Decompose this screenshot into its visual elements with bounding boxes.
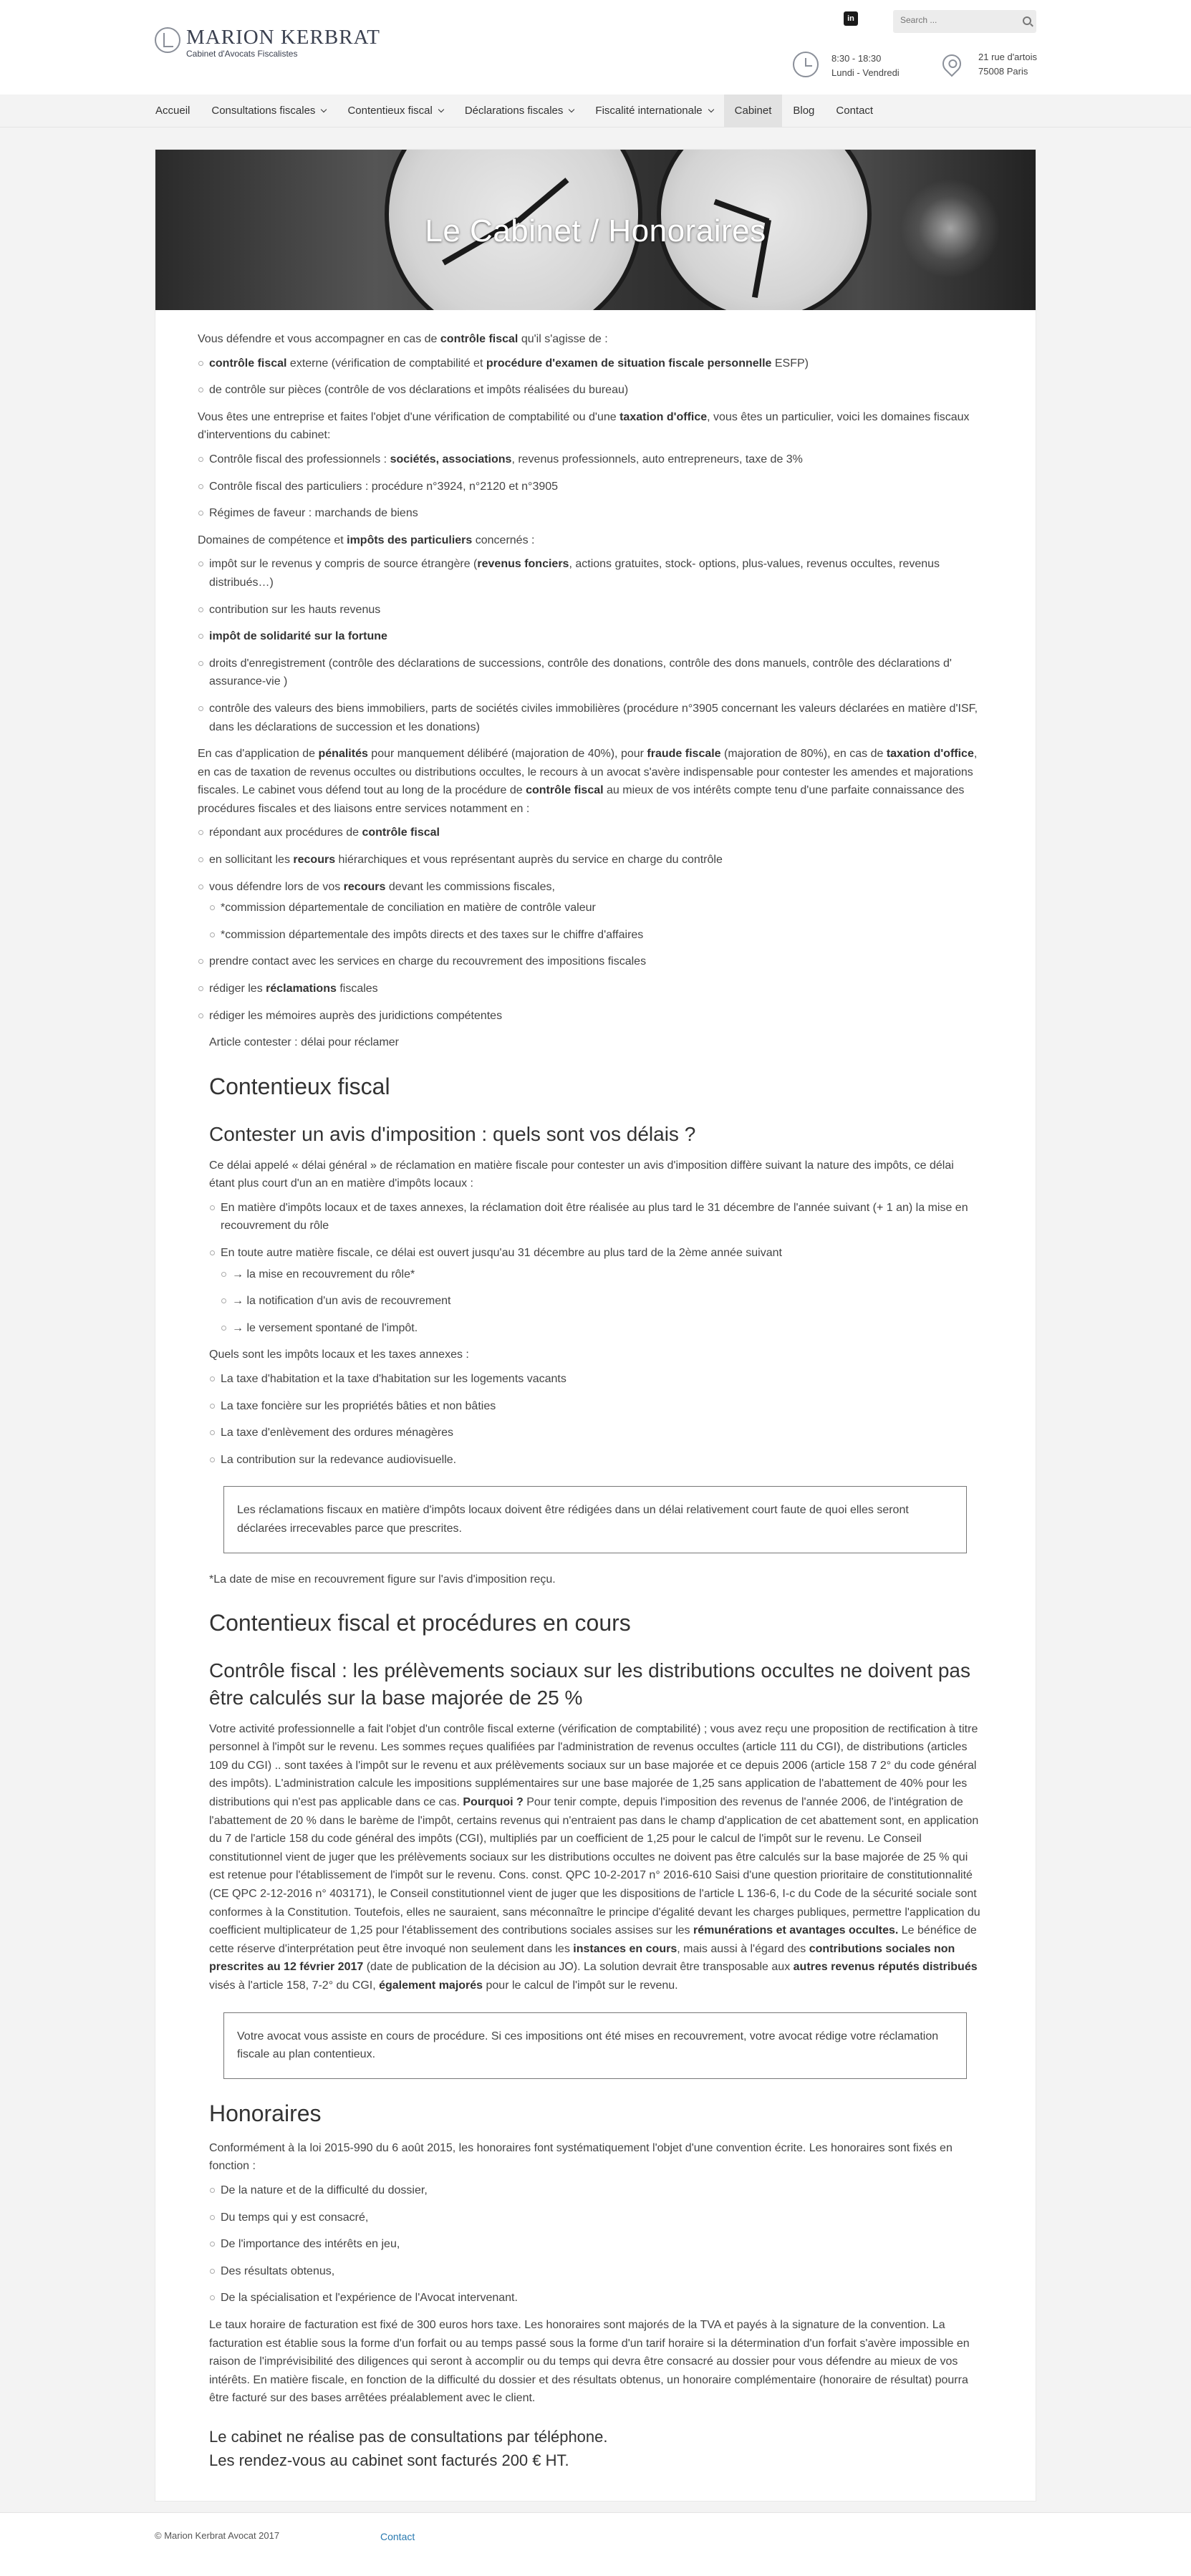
hours-days: Lundi - Vendredi — [831, 67, 900, 78]
services-list — [198, 824, 993, 1025]
hours-time: 8:30 - 18:30 — [831, 53, 882, 64]
penalties-paragraph: En cas d'application de pénalités pour manquement délibéré (majoration de 40%), pour fraude fiscale (majoration de 80%), en cas de taxation d'office, en cas de taxation de revenus occultes ou distributions occultes, le recours à un avocat s'avère indispensable pour contester les amendes et majorations fiscales. Le cabinet vous défend tout au long de la procédure de contrôle fiscal au mieux de vos intérêts compte tenu d'une parfaite connaissance des procédures fiscales et des liaisons entre services notamment en : — [198, 748, 978, 815]
closing-notice — [209, 2425, 981, 2472]
list-item: contrôle fiscal externe (vérification de comptabilité et procédure d'examen de situation fiscale personnelle ESFP) — [198, 354, 993, 373]
chevron-down-icon — [321, 107, 327, 112]
office-address — [940, 50, 1037, 79]
callout-box: Votre avocat vous assiste en cours de procédure. Si ces impositions ont été mises en recouvrement, votre avocat rédige votre réclamation fiscale au plan contentieux. — [223, 2012, 967, 2079]
section-heading: Contentieux fiscal — [209, 1073, 390, 1099]
list-item: En matière d'impôts locaux et de taxes annexes, la réclamation doit être réalisée au plus tard le 31 décembre de l'année suivant (+ 1 an) la mise en recouvrement du rôle — [209, 1199, 981, 1235]
list-item: répondant aux procédures de contrôle fiscal — [198, 824, 993, 842]
list-item: rédiger les mémoires auprès des juridictions compétentes — [198, 1007, 993, 1026]
competence-paragraph: Domaines de compétence et impôts des particuliers concernés : — [198, 534, 535, 546]
address-street: 21 rue d'artois — [978, 52, 1037, 62]
page-container — [155, 149, 1036, 2502]
nav-label: Blog — [793, 105, 815, 117]
delay-paragraph: Ce délai appelé « délai général » de réclamation en matière fiscale pour contester un avis d'imposition diffère suivant la nature des impôts, ce délai étant plus court d'un an en matière d'impôts locaux : — [209, 1159, 954, 1190]
list-item: La taxe d'habitation et la taxe d'habitation sur les logements vacants — [209, 1370, 981, 1389]
section-heading: Contentieux fiscal et procédures en cours — [209, 1610, 631, 1636]
list-item: Des résultats obtenus, — [209, 2262, 981, 2281]
site-footer — [0, 2512, 1191, 2576]
contentieux-section — [198, 1072, 993, 2472]
list-item: droits d'enregistrement (contrôle des déclarations de successions, contrôle des donations, contrôle des dons manuels, contrôle des déclarations d' assurance-vie ) — [198, 655, 993, 691]
nav-item-fiscalite-internationale[interactable] — [584, 95, 723, 127]
commissions-sublist — [209, 899, 993, 944]
site-header — [0, 0, 1191, 95]
page-content — [155, 310, 1036, 2472]
chevron-down-icon — [438, 107, 444, 112]
chevron-down-icon — [708, 107, 713, 112]
list-item: Contrôle fiscal des particuliers : procédure n°3924, n°2120 et n°3905 — [198, 478, 993, 496]
chevron-down-icon — [569, 107, 574, 112]
list-item: → la mise en recouvrement du rôle* — [221, 1265, 981, 1284]
footnote: *La date de mise en recouvrement figure sur l'avis d'imposition reçu. — [209, 1573, 556, 1586]
section-subheading: Contrôle fiscal : les prélèvements sociaux sur les distributions occultes ne doivent pas être calculés sur la base majorée de 25 % — [209, 1659, 970, 1709]
list-item: *commission départementale des impôts directs et des taxes sur le chiffre d'affaires — [209, 926, 993, 945]
list-item: La contribution sur la redevance audiovisuelle. — [209, 1451, 981, 1470]
intro-paragraph: Vous défendre et vous accompagner en cas de contrôle fiscal qu'il s'agisse de : — [198, 333, 608, 345]
section-heading: Honoraires — [209, 2100, 322, 2126]
nav-label: Fiscalité internationale — [595, 105, 703, 117]
search-input[interactable] — [893, 10, 1011, 30]
local-taxes-paragraph: Quels sont les impôts locaux et les taxes annexes : — [209, 1349, 469, 1361]
fees-paragraph: Conformément à la loi 2015-990 du 6 août 2015, les honoraires font systématiquement l'objet d'une convention écrite. Les honoraires sont fixés en fonction : — [209, 2141, 953, 2173]
copyright-text: © Marion Kerbrat Avocat 2017 — [155, 2530, 280, 2541]
list-item: La taxe foncière sur les propriétés bâties et non bâties — [209, 1397, 981, 1416]
search-icon[interactable] — [1023, 16, 1031, 25]
nav-label: Accueil — [155, 105, 191, 117]
list-item: La taxe d'enlèvement des ordures ménagères — [209, 1424, 981, 1442]
local-taxes-list — [209, 1370, 981, 1469]
list-item: → le versement spontané de l'impôt. — [221, 1319, 981, 1338]
location-pin-icon — [939, 51, 965, 77]
hero-banner — [155, 150, 1036, 310]
fees-criteria-list — [209, 2181, 981, 2307]
logo-tagline: Cabinet d'Avocats Fiscalistes — [186, 49, 298, 59]
nav-item-contentieux-fiscal[interactable] — [337, 95, 453, 127]
list-item: *commission départementale de conciliation en matière de contrôle valeur — [209, 899, 993, 917]
list-item: Contrôle fiscal des professionnels : sociétés, associations, revenus professionnels, auto entrepreneurs, taxe de 3% — [198, 450, 993, 469]
nav-label: Consultations fiscales — [211, 105, 316, 117]
list-item: en sollicitant les recours hiérarchiques et vous représentant auprès du service en charge du contrôle — [198, 851, 993, 869]
nav-item-declarations-fiscales[interactable] — [454, 95, 585, 127]
nav-label: Contentieux fiscal — [347, 105, 433, 117]
list-item: Du temps qui y est consacré, — [209, 2209, 981, 2227]
list-item: Régimes de faveur : marchands de biens — [198, 504, 993, 523]
list-item: impôt de solidarité sur la fortune — [198, 627, 993, 646]
list-item: vous défendre lors de vos recours devant les commissions fiscales, *commission départementale de conciliation en matière de contrôle valeur *commission départementale des impôts directs et des taxes sur le chiffre d'affaires — [198, 878, 993, 945]
linkedin-icon[interactable]: in — [844, 11, 858, 26]
article-note: Article contester : délai pour réclamer — [209, 1036, 399, 1049]
address-city: 75008 Paris — [978, 66, 1028, 77]
site-logo[interactable] — [155, 26, 380, 59]
delay-list — [209, 1199, 981, 1338]
control-types-list — [198, 354, 993, 400]
callout-box: Les réclamations fiscaux en matière d'impôts locaux doivent être rédigées dans un délai relativement court faute de quoi elles seront déclarées irrecevables parce que prescrites. — [223, 1486, 967, 1553]
logo-name: MARION KERBRAT — [186, 26, 380, 49]
list-item: contribution sur les hauts revenus — [198, 601, 993, 619]
page-title: Le Cabinet / Honoraires — [425, 213, 766, 249]
list-item: De la spécialisation et l'expérience de l'Avocat intervenant. — [209, 2289, 981, 2307]
nav-item-consultations-fiscales[interactable] — [201, 95, 337, 127]
billing-paragraph: Le taux horaire de facturation est fixé de 300 euros hors taxe. Les honoraires sont majorés de la TVA et payés à la signature de la convention. La facturation est établie sous la forme d'un forfait ou au temps passé sous la forme d'un tarif horaire si la détermination d'un forfait s'avère impossible en raison de l'imprévisibilité des diligences qui seront à accomplir ou du temps qui devra être consacré au dossier pour vous défendre au mieux de vos intérêts. En matière fiscale, en fonction de la difficulté du dossier et des résultats obtenus, un honoraire complémentaire (honoraire de résultat) pourra être facturé sur des bases arrêtées préalablement avec le client. — [209, 2318, 970, 2405]
list-item: → la notification d'un avis de recouvrement — [221, 1292, 981, 1311]
main-navigation — [0, 95, 1191, 127]
nav-item-cabinet[interactable] — [724, 95, 783, 127]
closing-line: Les rendez-vous au cabinet sont facturés 200 € HT. — [209, 2451, 569, 2469]
clock-icon — [793, 52, 819, 77]
search-box — [893, 10, 1036, 33]
nav-label: Cabinet — [734, 105, 772, 117]
nav-item-accueil[interactable] — [145, 95, 201, 127]
list-item: rédiger les réclamations fiscales — [198, 980, 993, 998]
list-item: En toute autre matière fiscale, ce délai est ouvert jusqu'au 31 décembre au plus tard de la 2ème année suivant → la mise en recouvrement du rôle* → la notification d'un avis de recouvrement → le versement spontané de l'impôt. — [209, 1244, 981, 1337]
footer-contact-link[interactable]: Contact — [380, 2531, 415, 2542]
list-item: contrôle des valeurs des biens immobiliers, parts de sociétés civiles immobilières (procédure n°3905 concernant les valeurs déclarées en matière d'ISF, dans les déclarations de succession et les donations) — [198, 700, 993, 736]
nav-label: Contact — [836, 105, 874, 117]
closing-line: Le cabinet ne réalise pas de consultations par téléphone. — [209, 2427, 608, 2446]
nav-item-blog[interactable] — [782, 95, 825, 127]
domains-list — [198, 450, 993, 523]
procedure-paragraph: Votre activité professionnelle a fait l'objet d'un contrôle fiscal externe (vérification de comptabilité) ; vous avez reçu une proposition de rectification à titre personnel à l'impôt sur le revenu. Les sommes reçues qualifiées par l'administration de revenus occultes (article 111 du CGI), de distributions (articles 109 du CGI) .. sont taxées à l'impôt sur le revenu et aux prélèvements sociaux sur un base majorée et ce depuis 2006 (article 158 7 2° du code général des impôts). L'administration calcule les impositions supplémentaires sur une base majorée de 1,25 sans application de l'abattement de 40% pour les distributions qui n'est pas applicable dans ce cas. Pourquoi ? Pour tenir compte, depuis l'imposition des revenus de l'année 2006, de l'intégration de l'abattement de 20 % dans le barème de l'impôt, certains revenus qui n'entraient pas dans le champ d'application de cet abattement sont, en application du 7 de l'article 158 du code général des impôts (CGI), multipliés par un coefficient de 1,25 pour le calcul de l'impôt sur le revenu. Le Conseil constitutionnel vient de juger que les prélèvements sociaux sur les distributions occultes ne doivent pas être calculés sur la base majorée de 25 % qui est retenue pour l'établissement de l'impôt sur le revenu. Cons. const. QPC 10-2-2017 n° 2016-610 Saisi d'une question prioritaire de constitutionnalité (CE QPC 2-12-2016 n° 403171), le Conseil constitutionnel vient de juger que les dispositions de l'article L 136-6, I-c du Code de la sécurité sociale sont conformes à la Constitution. Toutefois, elles ne sauraient, sans méconnaître le principe d'égalité devant les charges publiques, permettre l'application du coefficient multiplicateur de 1,25 pour l'établissement des contributions sociales assises sur les rémunérations et avantages occultes. Le bénéfice de cette réserve d'interprétation peut être invoqué non seulement dans les instances en cours, mais aussi à l'égard des contributions sociales non prescrites au 12 février 2017 (date de publication de la décision au JO). La solution devrait être transposable aux autres revenus réputés distribués visés à l'article 158, 7-2° du CGI, également majorés pour le calcul de l'impôt sur le revenu. — [209, 1722, 980, 1992]
list-item: prendre contact avec les services en charge du recouvrement des impositions fiscales — [198, 952, 993, 971]
domains-paragraph: Vous êtes une entreprise et faites l'objet d'une vérification de comptabilité ou d'une taxation d'office, vous êtes un particulier, voici les domaines fiscaux d'interventions du cabinet: — [198, 410, 970, 442]
list-item: impôt sur le revenus y compris de source étrangère (revenus fonciers, actions gratuites, stock- options, plus-values, revenus occultes, revenus distribués…) — [198, 555, 993, 592]
list-item: De la nature et de la difficulté du dossier, — [209, 2181, 981, 2200]
nav-item-contact[interactable] — [825, 95, 884, 127]
competence-list — [198, 555, 993, 736]
nav-label: Déclarations fiscales — [464, 105, 564, 117]
list-item: De l'importance des intérêts en jeu, — [209, 2235, 981, 2254]
logo-emblem-icon — [155, 27, 180, 53]
list-item: de contrôle sur pièces (contrôle de vos déclarations et impôts réalisées du bureau) — [198, 381, 993, 400]
delay-sublist — [221, 1265, 981, 1338]
section-subheading: Contester un avis d'imposition : quels sont vos délais ? — [209, 1122, 696, 1145]
opening-hours — [793, 52, 900, 80]
